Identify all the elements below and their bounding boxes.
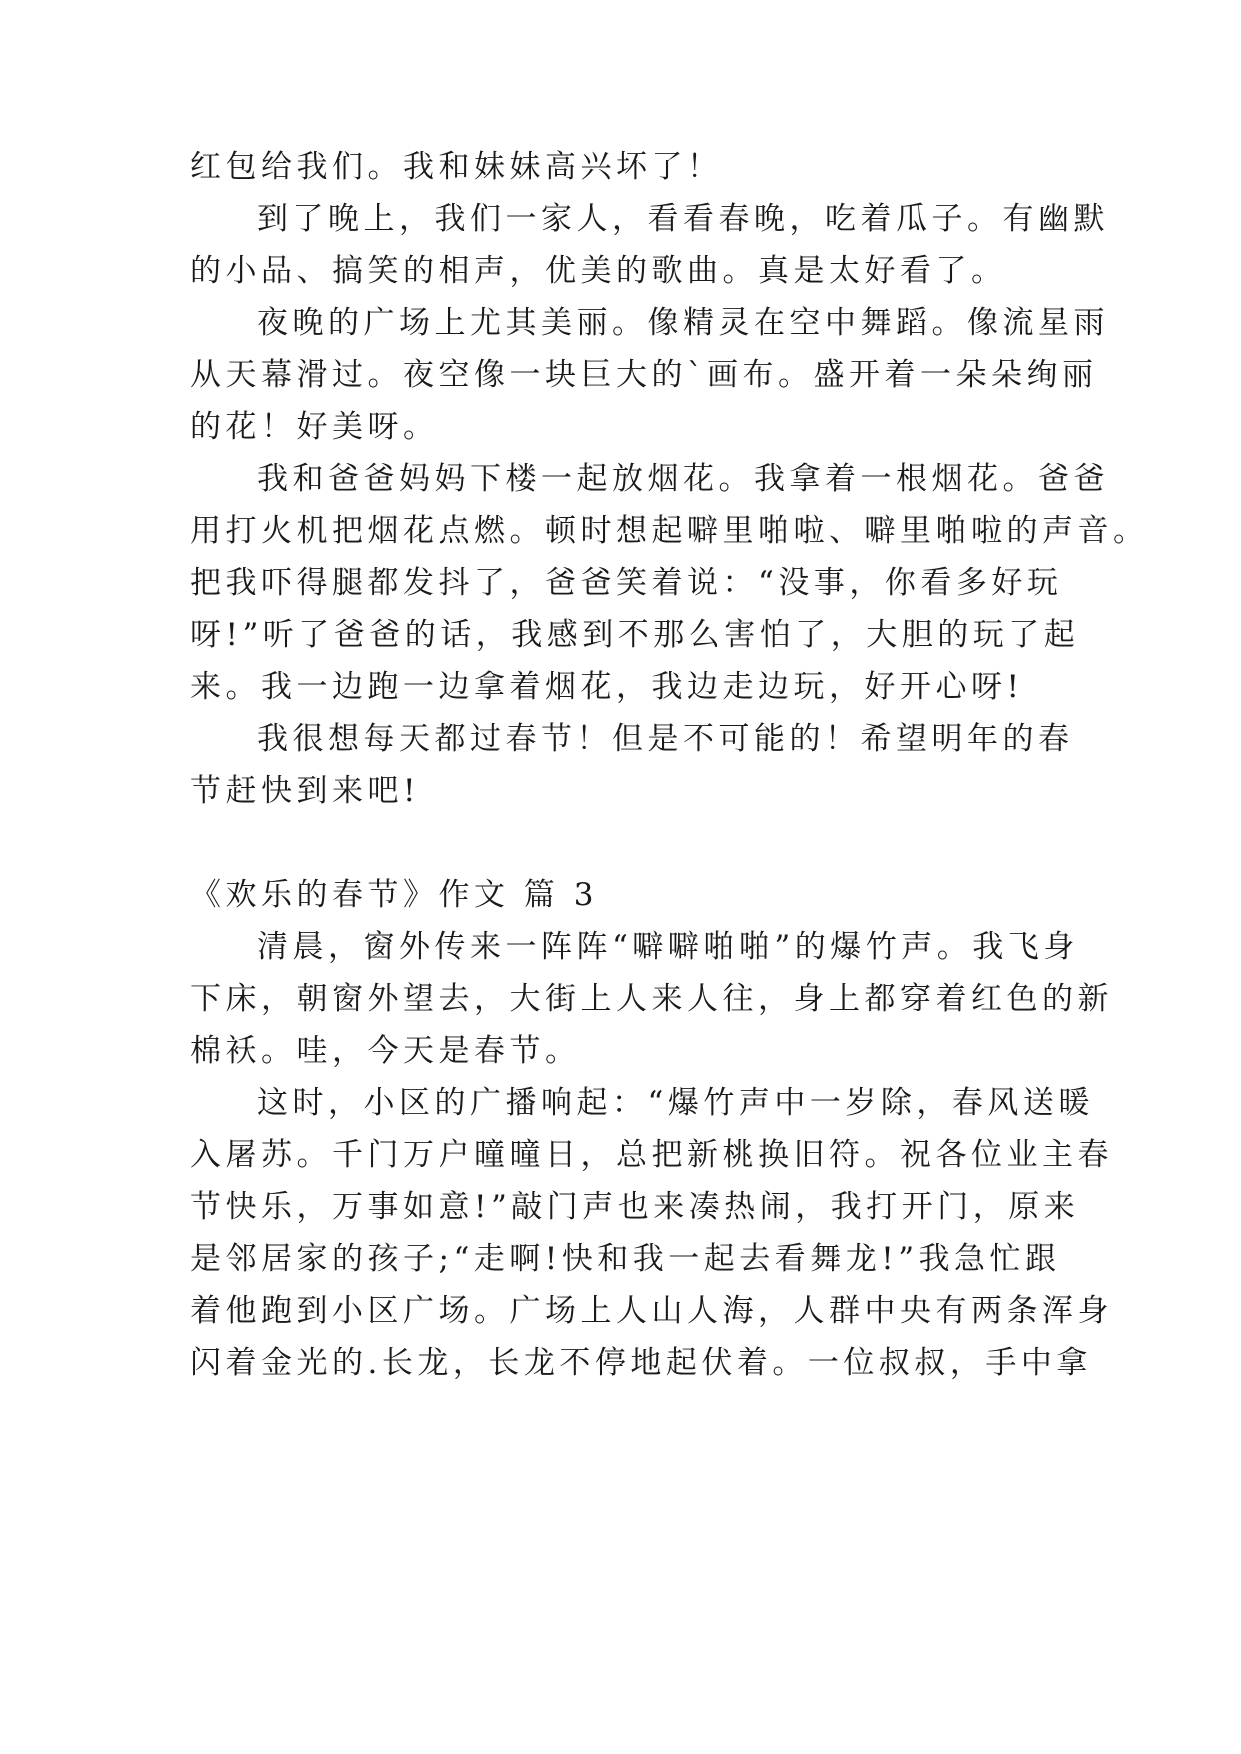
text-line: 从天幕滑过。夜空像一块巨大的`画布。盛开着一朵朵绚丽 [190, 357, 1098, 393]
text-line: 是邻居家的孩子;“走啊!快和我一起去看舞龙!”我急忙跟 [190, 1241, 1061, 1277]
text-line: 的花！好美呀。 [190, 409, 439, 445]
paragraph-start-line: 清晨，窗外传来一阵阵“噼噼啪啪”的爆竹声。我飞身 [257, 929, 1079, 965]
text-line: 棉袄。哇，今天是春节。 [190, 1033, 581, 1069]
text-line: 的小品、搞笑的相声，优美的歌曲。真是太好看了。 [190, 253, 1007, 289]
text-line: 着他跑到小区广场。广场上人山人海，人群中央有两条浑身 [190, 1293, 1113, 1329]
paragraph-start-line: 我很想每天都过春节！但是不可能的！希望明年的春 [257, 721, 1074, 757]
text-line: 闪着金光的.长龙，长龙不停地起伏着。一位叔叔，手中拿 [190, 1345, 1092, 1381]
paragraph-start-line: 夜晚的广场上尤其美丽。像精灵在空中舞蹈。像流星雨 [257, 305, 1109, 341]
text-line: 来。我一边跑一边拿着烟花，我边走边玩，好开心呀! [190, 669, 1024, 705]
text-line: 入屠苏。千门万户曈曈日，总把新桃换旧符。祝各位业主春 [190, 1137, 1113, 1173]
paragraph-start-line: 到了晚上，我们一家人，看看春晚，吃着瓜子。有幽默 [257, 201, 1109, 237]
section-heading: 《欢乐的春节》作文 篇 3 [190, 877, 598, 913]
text-line: 节快乐，万事如意!”敲门声也来凑热闹，我打开门，原来 [190, 1189, 1080, 1225]
text-line: 红包给我们。我和妹妹高兴坏了！ [190, 149, 723, 185]
text-line: 节赶快到来吧! [190, 773, 420, 809]
text-line: 下床，朝窗外望去，大街上人来人往，身上都穿着红色的新 [190, 981, 1113, 1017]
paragraph-start-line: 这时，小区的广播响起：“爆竹声中一岁除，春风送暖 [257, 1085, 1094, 1121]
text-line: 用打火机把烟花点燃。顿时想起噼里啪啦、噼里啪啦的声音。 [190, 513, 1149, 549]
text-line: 呀!”听了爸爸的话，我感到不那么害怕了，大胆的玩了起 [190, 617, 1080, 653]
text-line: 把我吓得腿都发抖了，爸爸笑着说：“没事，你看多好玩 [190, 565, 1063, 601]
paragraph-start-line: 我和爸爸妈妈下楼一起放烟花。我拿着一根烟花。爸爸 [257, 461, 1109, 497]
